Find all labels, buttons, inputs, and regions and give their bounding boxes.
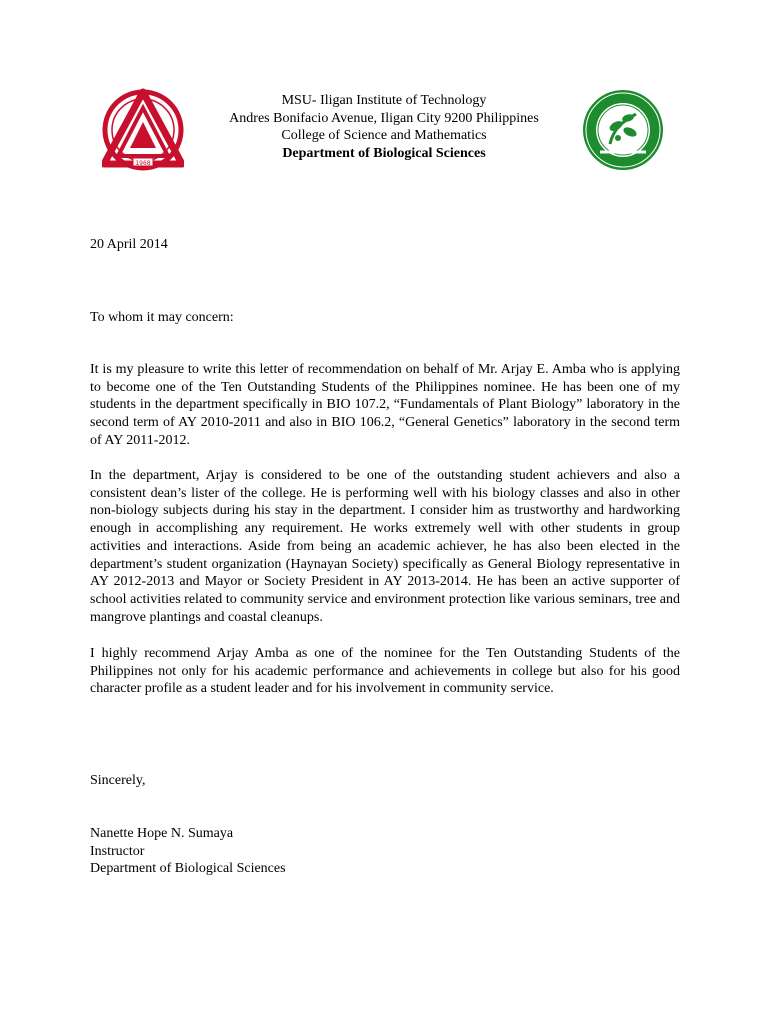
letter-date: 20 April 2014 bbox=[90, 237, 168, 252]
department-name: Department of Biological Sciences bbox=[282, 145, 486, 161]
body-paragraph-3: I highly recommend Arjay Amba as one of the nominee for the Ten Outstanding Students of the Philippines not only for his academic performance and achievements in college but also for his good character profile as a student leader and for his involvement in community service. bbox=[90, 646, 680, 697]
salutation: To whom it may concern: bbox=[90, 310, 234, 325]
college-name: College of Science and Mathematics bbox=[281, 128, 487, 143]
closing: Sincerely, bbox=[90, 773, 146, 788]
signature-block bbox=[90, 825, 680, 878]
institute-name: MSU- Iligan Institute of Technology bbox=[281, 93, 487, 108]
signatory-title: Instructor bbox=[90, 843, 145, 859]
signatory-name: Nanette Hope N. Sumaya bbox=[90, 826, 234, 841]
msu-iit-seal-icon bbox=[102, 86, 184, 178]
biology-seal-icon bbox=[580, 86, 666, 174]
letterhead bbox=[184, 92, 584, 162]
msu-iit-seal-logo bbox=[102, 86, 184, 178]
body-paragraph-1: It is my pleasure to write this letter of recommendation on behalf of Mr. Arjay E. Amba who is applying to become one of the Ten Outstanding Students of the Philippines nominee. He has been one of my students in the department specifically in BIO 107.2, “Fundamentals of Plant Biology” laboratory in the second term of AY 2010-2011 and also in BIO 106.2, “General Genetics” laboratory in the second term of AY 2011-2012. bbox=[90, 362, 680, 448]
biology-society-seal-logo bbox=[580, 86, 666, 174]
institute-address: Andres Bonifacio Avenue, Iligan City 9200 Philippines bbox=[229, 110, 539, 126]
seal-year: 1968 bbox=[135, 160, 151, 167]
body-paragraph-2: In the department, Arjay is considered to be one of the outstanding student achievers and also a consistent dean’s lister of the college. He is performing well with his biology classes and also in other non-biology subjects during his stay in the department. I consider him as trustworthy and hardworking enough in accomplishing any requirement. He works extremely well with other students in group activities and interactions. Aside from being an academic achiever, he has also been elected in the department’s student organization (Haynayan Society) specifically as General Biology representative in AY 2012-2013 and Mayor or Society President in AY 2013-2014. He has been an active supporter of school activities related to community service and environment protection like various seminars, tree and mangrove plantings and coastal cleanups. bbox=[90, 468, 680, 625]
signatory-department: Department of Biological Sciences bbox=[90, 861, 286, 876]
